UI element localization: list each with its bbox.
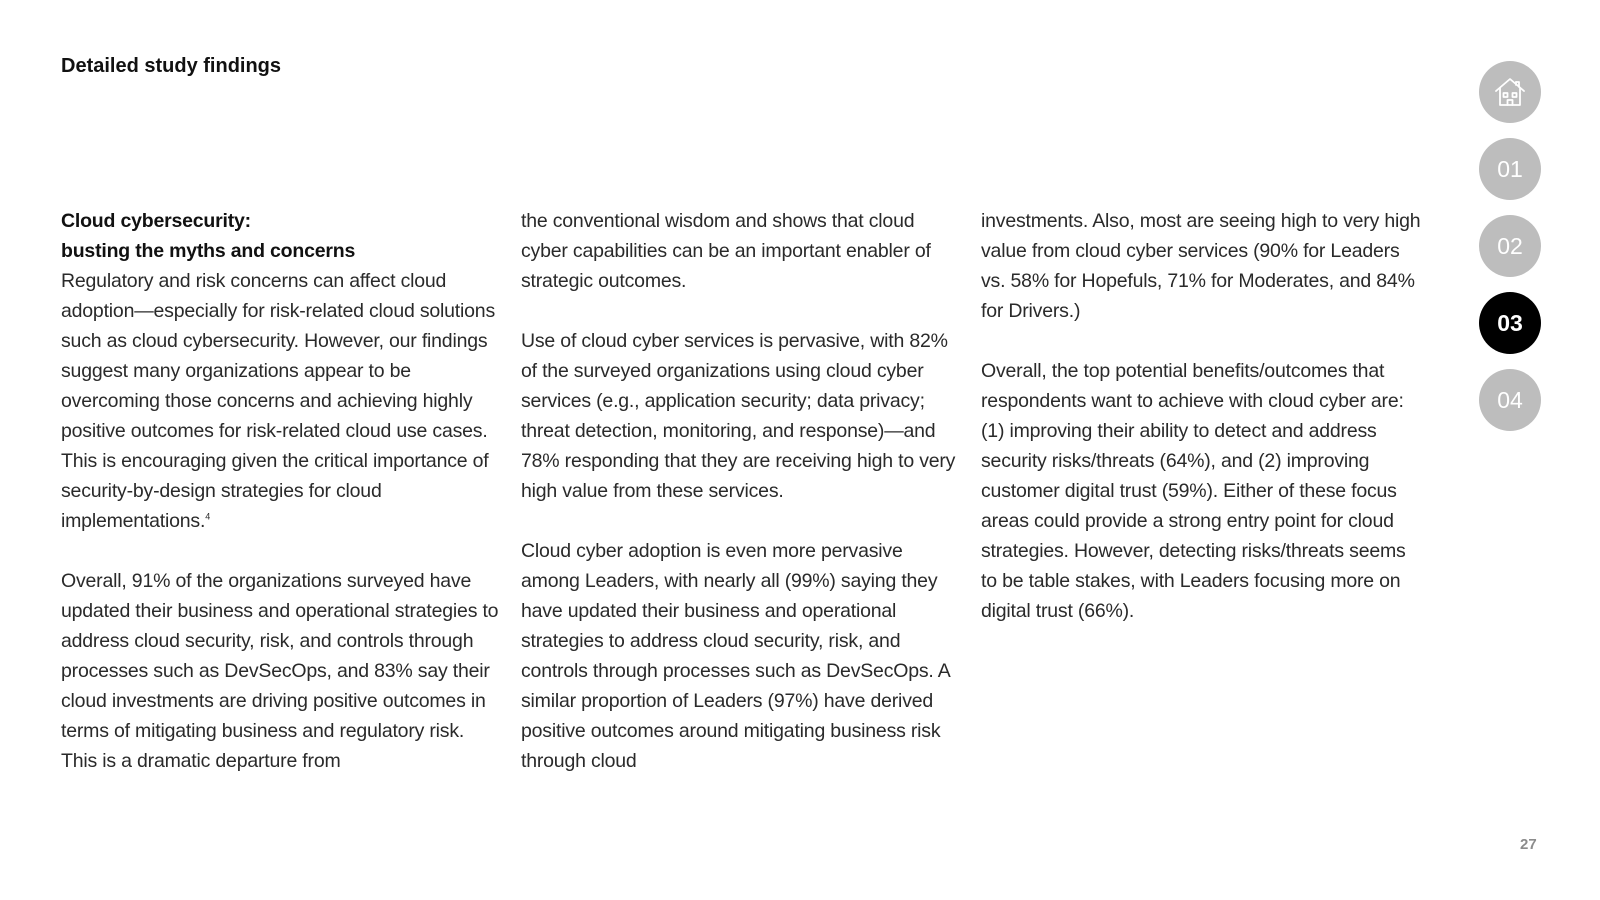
column-heading-line-2: busting the myths and concerns: [61, 240, 356, 262]
section-title: Detailed study findings: [61, 55, 282, 77]
nav-section-02[interactable]: 02: [1479, 215, 1541, 277]
text-column-3: [981, 206, 1421, 656]
paragraph-text: Regulatory and risk concerns can affect cloud adoption—especially for risk-related cloud solutions such as cloud cybersecurity. However, our findings suggest many organizations appear to be overcoming those concerns and achieving highly positive outcomes for risk-related cloud use cases. This is encouraging given the critical importance of security-by-design strategies for cloud implementations.: [61, 270, 495, 532]
text-column-2: [521, 206, 961, 806]
paragraph: Use of cloud cyber services is pervasive, with 82% of the surveyed organizations using cloud cyber services (e.g., application security; data privacy; threat detection, monitoring, and response)—and 78% responding that they are receiving high to very high value from these services.: [521, 330, 956, 502]
home-button[interactable]: [1479, 61, 1541, 123]
section-nav: [1479, 61, 1541, 446]
nav-section-04[interactable]: 04: [1479, 369, 1541, 431]
nav-section-01[interactable]: 01: [1479, 138, 1541, 200]
paragraph: Cloud cyber adoption is even more pervasive among Leaders, with nearly all (99%) saying they have updated their business and operational strategies to address cloud security, risk, and controls through processes such as DevSecOps. A similar proportion of Leaders (97%) have derived positive outcomes around mitigating business risk through cloud: [521, 540, 950, 772]
footnote-marker[interactable]: 4: [205, 511, 211, 522]
home-icon: [1492, 74, 1528, 110]
paragraph: [61, 266, 501, 536]
paragraph: the conventional wisdom and shows that cloud cyber capabilities can be an important enabler of strategic outcomes.: [521, 210, 931, 292]
text-column-1: [61, 206, 501, 806]
paragraph: Overall, 91% of the organizations surveyed have updated their business and operational strategies to address cloud security, risk, and controls through processes such as DevSecOps, and 83% say their cloud investments are driving positive outcomes in terms of mitigating business and regulatory risk. This is a dramatic departure from: [61, 570, 499, 772]
column-heading-line-1: Cloud cybersecurity:: [61, 210, 251, 232]
page-number: 27: [1520, 836, 1537, 853]
nav-section-03[interactable]: 03: [1479, 292, 1541, 354]
paragraph: Overall, the top potential benefits/outcomes that respondents want to achieve with cloud cyber are: (1) improving their ability to detect and address security risks/threats (64%), and (2) improving customer digital trust (59%). Either of these focus areas could provide a strong entry point for cloud strategies. However, detecting risks/threats seems to be table stakes, with Leaders focusing more on digital trust (66%).: [981, 360, 1406, 622]
paragraph: investments. Also, most are seeing high to very high value from cloud cyber services (90% for Leaders vs. 58% for Hopefuls, 71% for Moderates, and 84% for Drivers.): [981, 210, 1421, 322]
